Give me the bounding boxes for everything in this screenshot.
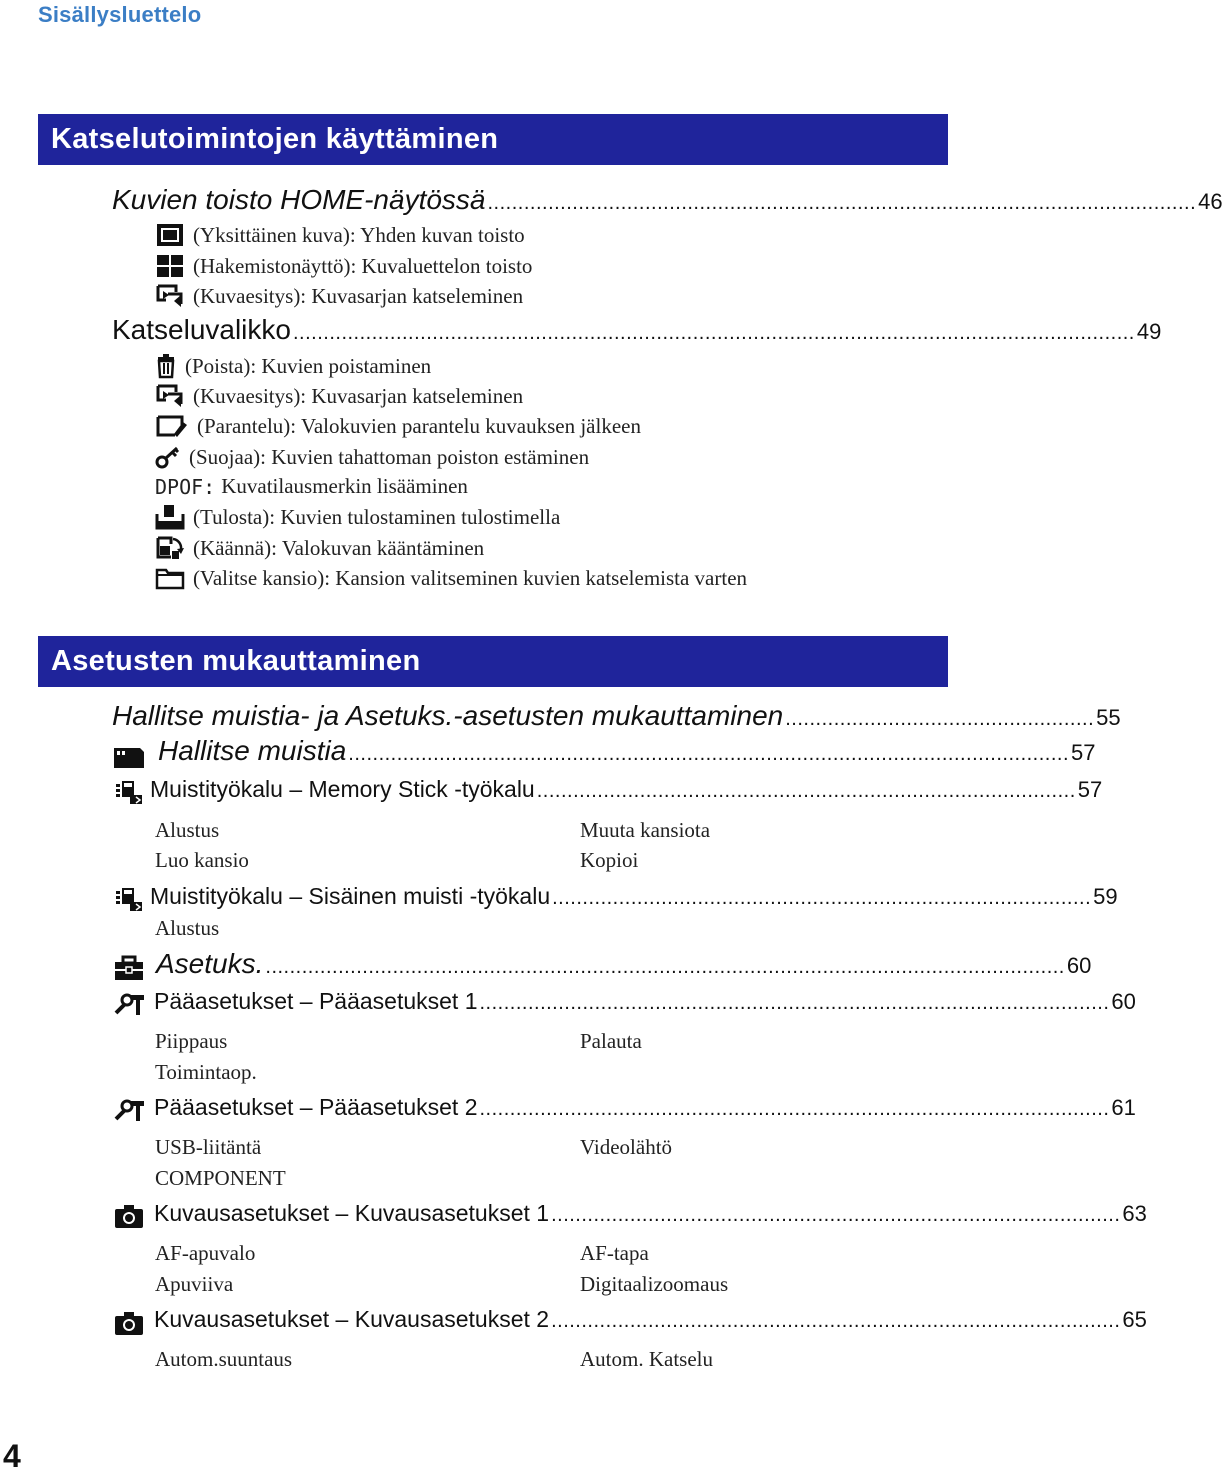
toc-entry-page: 49	[1136, 319, 1162, 344]
toc-entry-page: 46	[1198, 189, 1223, 214]
toc-entry-page: 65	[1122, 1307, 1147, 1332]
leader-dots: ..............................................................................................	[551, 1204, 1121, 1226]
item-text: (Valitse kansio): Kansion valitseminen kuvien katselemista varten	[193, 565, 748, 590]
slideshow-icon	[155, 383, 185, 409]
toc-entry-home-playback[interactable]	[112, 184, 1223, 216]
toc-entry-memory-stick-tool[interactable]	[150, 776, 1103, 803]
list-item	[155, 283, 523, 309]
toc-entry-page: 60	[1066, 953, 1092, 978]
item-text: (Poista): Kuvien poistaminen	[185, 353, 432, 378]
toc-entry-title: Muistityökalu – Memory Stick -työkalu	[150, 776, 535, 802]
sub-item: Autom. Katselu	[580, 1347, 713, 1371]
toc-entry-memory-manage[interactable]	[158, 735, 1096, 767]
toc-entry-shooting-settings-2[interactable]	[154, 1306, 1147, 1333]
toc-entry-page: 57	[1071, 740, 1096, 765]
toc-entry-title: Hallitse muistia	[158, 735, 347, 766]
leader-dots: ....................................................................................................................................	[265, 956, 1065, 978]
memory-tool-icon	[112, 884, 146, 914]
toc-entry-title: Hallitse muistia- ja Asetuks.-asetusten mukauttaminen	[112, 700, 784, 731]
leader-dots: .........................................................................................	[536, 780, 1076, 802]
toc-entry-title: Muistityökalu – Sisäinen muisti -työkalu	[150, 883, 551, 909]
dpof-label: DPOF:	[155, 474, 216, 499]
memory-card-icon	[112, 742, 146, 772]
sub-item: Apuviiva	[155, 1272, 234, 1296]
folder-icon	[155, 565, 185, 591]
leader-dots: ...................................................	[785, 708, 1095, 730]
running-head: Sisällysluettelo	[38, 2, 202, 27]
toc-entry-title: Pääasetukset – Pääasetukset 1	[154, 988, 478, 1014]
toc-entry-page: 59	[1093, 884, 1118, 909]
toc-entry-title: Kuvausasetukset – Kuvausasetukset 2	[154, 1306, 550, 1332]
toolbox-icon	[112, 953, 146, 983]
retouch-icon	[155, 413, 189, 439]
list-item	[155, 222, 525, 248]
sub-item: USB-liitäntä	[155, 1135, 262, 1159]
sub-item: AF-apuvalo	[155, 1241, 256, 1265]
toc-entry-title: Pääasetukset – Pääasetukset 2	[154, 1094, 478, 1120]
leader-dots: ........................................................................................................	[479, 1098, 1110, 1120]
sub-item: Toimintaop.	[155, 1060, 257, 1084]
leader-dots: ...........................................................................................................................................	[292, 322, 1135, 344]
leader-dots: .....................................................................................................................	[487, 192, 1197, 214]
list-item	[155, 535, 484, 561]
toc-entry-page: 55	[1096, 705, 1121, 730]
list-item	[155, 504, 560, 530]
leader-dots: .........................................................................................	[552, 887, 1092, 909]
item-text: (Hakemistonäyttö): Kuvaluettelon toisto	[193, 253, 533, 278]
sub-item: Alustus	[155, 916, 220, 940]
item-text: (Yksittäinen kuva): Yhden kuvan toisto	[193, 222, 525, 247]
sub-item: Digitaalizoomaus	[580, 1272, 729, 1296]
toc-entry-page: 63	[1122, 1201, 1147, 1226]
item-text: (Kuvaesitys): Kuvasarjan katseleminen	[193, 283, 524, 308]
toc-entry-settings[interactable]	[156, 948, 1092, 980]
section-header-viewing: Katselutoimintojen käyttäminen	[38, 114, 948, 165]
sub-item: Videolähtö	[580, 1135, 673, 1159]
list-item	[155, 413, 641, 439]
toc-entry-page: 61	[1111, 1095, 1136, 1120]
sub-item: Piippaus	[155, 1029, 228, 1053]
item-text: (Kuvaesitys): Kuvasarjan katseleminen	[193, 383, 524, 408]
wrench-icon	[112, 1095, 146, 1125]
memory-tool-icon	[112, 777, 146, 807]
sub-item: Palauta	[580, 1029, 642, 1053]
toc-entry-shooting-settings-1[interactable]	[154, 1200, 1147, 1227]
sub-item: Muuta kansiota	[580, 818, 711, 842]
wrench-icon	[112, 989, 146, 1019]
section-header-settings: Asetusten mukauttaminen	[38, 636, 948, 687]
sub-item: AF-tapa	[580, 1241, 649, 1265]
list-item	[155, 383, 523, 409]
item-text: (Tulosta): Kuvien tulostaminen tulostimella	[193, 504, 561, 529]
rotate-icon	[155, 535, 185, 561]
sub-item: Kopioi	[580, 848, 639, 872]
toc-entry-title: Kuvien toisto HOME-näytössä	[112, 184, 486, 215]
slideshow-icon	[155, 283, 185, 309]
index-grid-icon	[155, 253, 185, 279]
leader-dots: ..............................................................................................	[551, 1310, 1121, 1332]
leader-dots: .......................................................................................................................	[348, 743, 1070, 765]
toc-entry-main-settings-2[interactable]	[154, 1094, 1136, 1121]
list-item	[155, 474, 468, 499]
toc-entry-viewing-menu[interactable]	[112, 314, 1162, 346]
toc-entry-internal-memory-tool[interactable]	[150, 883, 1118, 910]
sub-item: Autom.suuntaus	[155, 1347, 293, 1371]
sub-item: COMPONENT	[155, 1166, 286, 1190]
single-image-icon	[155, 222, 185, 248]
camera-icon	[112, 1308, 146, 1338]
list-item	[155, 253, 532, 279]
list-item	[155, 353, 431, 379]
toc-entry-title: Kuvausasetukset – Kuvausasetukset 1	[154, 1200, 550, 1226]
leader-dots: ........................................................................................................	[479, 992, 1110, 1014]
item-text: (Suojaa): Kuvien tahattoman poiston estäminen	[189, 444, 590, 469]
page-number: 4	[3, 1438, 21, 1474]
item-text: (Parantelu): Valokuvien parantelu kuvauksen jälkeen	[197, 413, 641, 438]
camera-icon	[112, 1201, 146, 1231]
sub-item: Alustus	[155, 818, 220, 842]
toc-entry-page: 57	[1077, 777, 1103, 802]
trash-icon	[155, 353, 177, 379]
item-text: (Käännä): Valokuvan kääntäminen	[193, 535, 485, 560]
list-item	[155, 444, 589, 470]
print-icon	[155, 504, 185, 530]
toc-entry-main-settings-1[interactable]	[154, 988, 1136, 1015]
key-icon	[155, 444, 181, 470]
toc-entry-customize[interactable]	[112, 700, 1121, 732]
sub-item: Luo kansio	[155, 848, 249, 872]
toc-entry-title: Asetuks.	[156, 948, 264, 979]
list-item	[155, 565, 747, 591]
item-text: Kuvatilausmerkin lisääminen	[221, 474, 468, 498]
toc-entry-page: 60	[1111, 989, 1136, 1014]
toc-entry-title: Katseluvalikko	[112, 314, 291, 345]
